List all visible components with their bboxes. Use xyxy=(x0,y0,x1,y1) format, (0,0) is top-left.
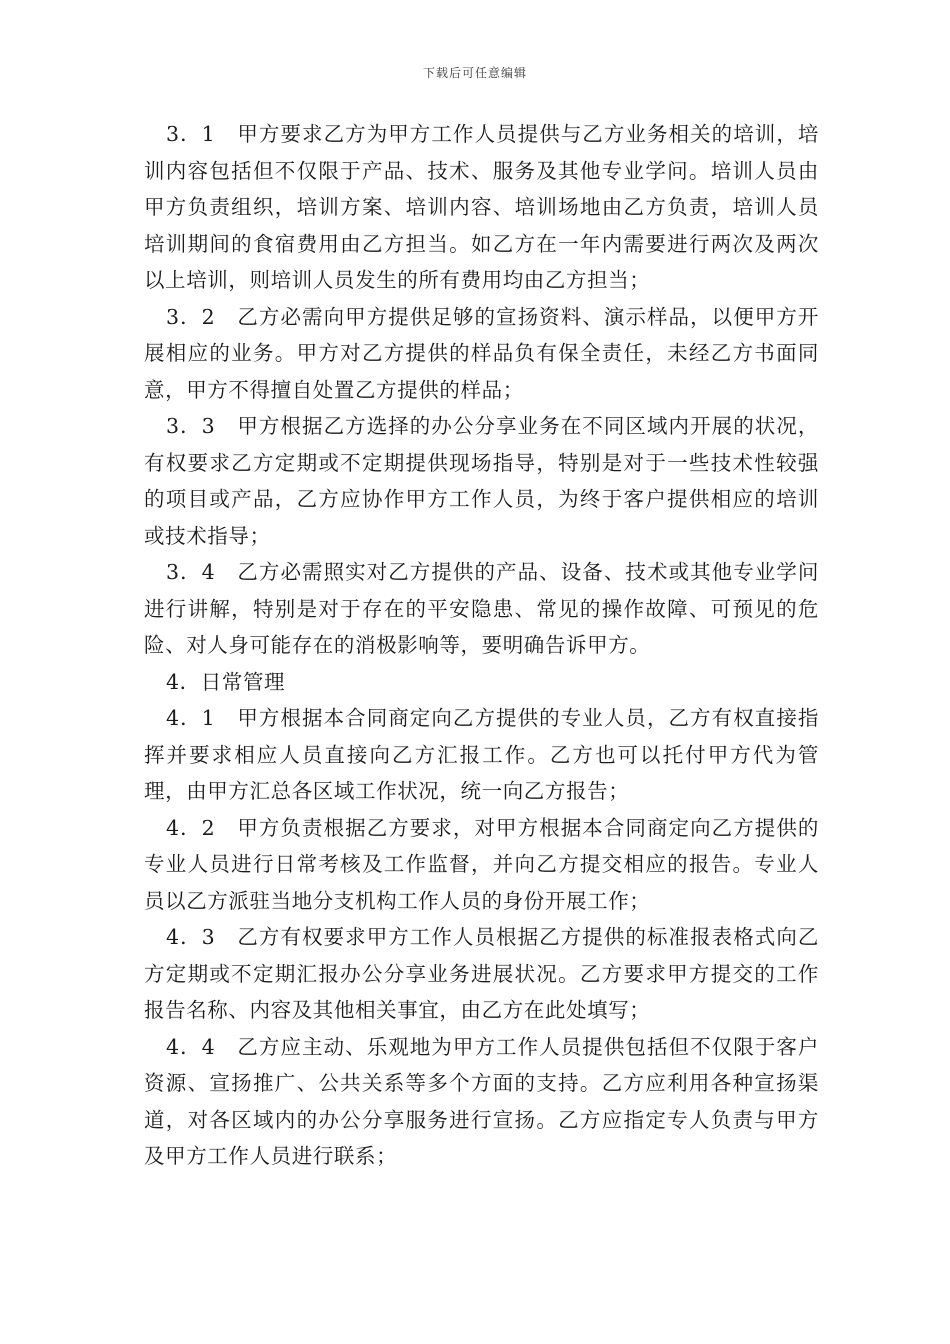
clause-4-3: 4．3 乙方有权要求甲方工作人员根据乙方提供的标准报表格式向乙方定期或不定期汇报办公分享业务进展状况。乙方要求甲方提交的工作报告名称、内容及其他相关事宜，由乙方在此处填写； xyxy=(144,925,819,1022)
clause-3-4: 3．4 乙方必需照实对乙方提供的产品、设备、技术或其他专业学问进行讲解，特别是对于存在的平安隐患、常见的操作故障、可预见的危险、对人身可能存在的消极影响等，要明确告诉甲方。 xyxy=(144,560,819,657)
document-body xyxy=(144,116,819,1175)
clause-4-4: 4．4 乙方应主动、乐观地为甲方工作人员提供包括但不仅限于客户资源、宣扬推广、公共关系等多个方面的支持。乙方应利用各种宣扬渠道，对各区域内的办公分享服务进行宣扬。乙方应指定专人负责与甲方及甲方工作人员进行联系； xyxy=(144,1034,819,1168)
clause-4-1: 4．1 甲方根据本合同商定向乙方提供的专业人员，乙方有权直接指挥并要求相应人员直接向乙方汇报工作。乙方也可以托付甲方代为管理，由甲方汇总各区域工作状况，统一向乙方报告； xyxy=(144,706,819,803)
page-header-note: 下载后可任意编辑 xyxy=(422,66,527,80)
clause-3-3: 3．3 甲方根据乙方选择的办公分享业务在不同区域内开展的状况，有权要求乙方定期或不定期提供现场指导，特别是对于一些技术性较强的项目或产品，乙方应协作甲方工作人员，为终于客户提供相应的培训或技术指导； xyxy=(144,414,819,548)
clause-3-1: 3．1 甲方要求乙方为甲方工作人员提供与乙方业务相关的培训，培训内容包括但不仅限于产品、技术、服务及其他专业学问。培训人员由甲方负责组织，培训方案、培训内容、培训场地由乙方负责，培训人员培训期间的食宿费用由乙方担当。如乙方在一年内需要进行两次及两次以上培训，则培训人员发生的所有费用均由乙方担当； xyxy=(144,122,819,292)
clause-4-2: 4．2 甲方负责根据乙方要求，对甲方根据本合同商定向乙方提供的专业人员进行日常考核及工作监督，并向乙方提交相应的报告。专业人员以乙方派驻当地分支机构工作人员的身份开展工作； xyxy=(144,815,819,913)
section-heading-4: 4．日常管理 xyxy=(166,669,286,694)
clause-3-2: 3．2 乙方必需向甲方提供足够的宣扬资料、演示样品，以便甲方开展相应的业务。甲方对乙方提供的样品负有保全责任，未经乙方书面同意，甲方不得擅自处置乙方提供的样品； xyxy=(144,304,819,402)
